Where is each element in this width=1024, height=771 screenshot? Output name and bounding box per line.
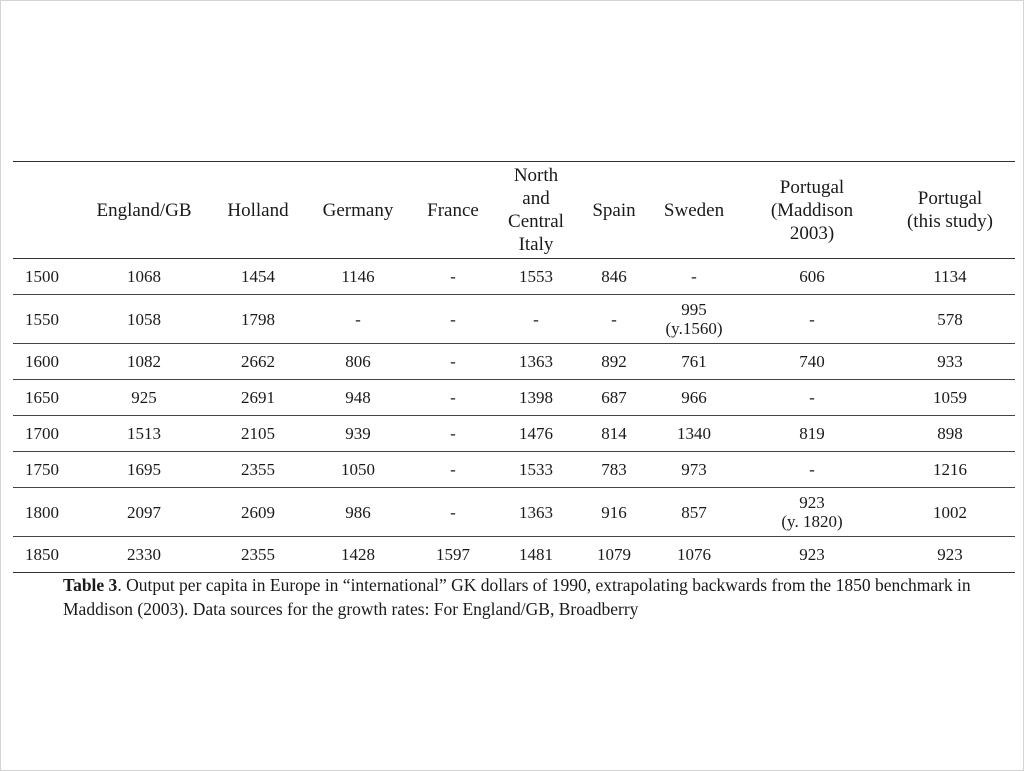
table-cell: 923 (y. 1820) — [781, 493, 843, 531]
table-cell: 2691 — [241, 388, 275, 407]
table-cell: 1079 — [597, 545, 631, 564]
table-cell: - — [450, 424, 456, 443]
table-cell: 578 — [937, 309, 963, 329]
table-cell: - — [533, 309, 539, 329]
column-header-line: North — [513, 165, 559, 186]
table-cell: 806 — [345, 352, 371, 371]
column-header-line: Italy — [518, 234, 554, 255]
row-year: 1850 — [25, 545, 59, 564]
table-cell: 986 — [345, 502, 371, 522]
table-cell: 1798 — [241, 309, 275, 329]
column-header-line: Germany — [322, 199, 394, 221]
table-cell: 1695 — [127, 460, 161, 479]
table-cell: - — [450, 460, 456, 479]
column-header-line: (this study) — [906, 211, 994, 232]
table-cell: - — [450, 309, 456, 329]
table-cell: 606 — [799, 267, 825, 286]
table-cell: 973 — [681, 460, 707, 479]
table-cell: 1363 — [519, 352, 553, 371]
table-cell: 1454 — [241, 267, 275, 286]
table-cell: 898 — [937, 424, 963, 443]
table-caption — [63, 573, 983, 621]
column-header-line: France — [427, 199, 479, 221]
table-cell: 1134 — [933, 267, 967, 286]
table-cell: 2097 — [127, 502, 161, 522]
table-row — [13, 259, 1015, 295]
caption-text: . Output per capita in Europe in “international” GK dollars of 1990, extrapolating backwards from the 1850 benchmark in Maddison (2003). Data sources for the growth rates: For England/GB, Broadberry — [63, 575, 971, 619]
data-table-container — [13, 161, 1015, 573]
table-cell: 1068 — [127, 267, 161, 286]
table-cell: 1481 — [519, 545, 553, 564]
table-cell: 1597 — [436, 545, 470, 564]
column-header — [493, 162, 579, 259]
table-cell: 939 — [345, 424, 371, 443]
column-header-line: Spain — [592, 199, 636, 221]
table-cell: 916 — [601, 502, 627, 522]
column-header — [739, 162, 885, 259]
table-cell: 687 — [601, 388, 627, 407]
table-cell: 814 — [601, 424, 627, 443]
table-cell: 966 — [681, 388, 707, 407]
table-cell: 1146 — [341, 267, 375, 286]
table-cell: 2609 — [241, 502, 275, 522]
column-header — [649, 162, 739, 259]
table-cell: 740 — [799, 352, 825, 371]
table-cell: 1050 — [341, 460, 375, 479]
table-cell: - — [691, 267, 697, 286]
table-body — [13, 259, 1015, 573]
table-cell: - — [450, 267, 456, 286]
table-row — [13, 295, 1015, 344]
table-cell: 1076 — [677, 545, 711, 564]
table-cell: 846 — [601, 267, 627, 286]
table-cell: - — [450, 502, 456, 522]
table-cell: 948 — [345, 388, 371, 407]
column-header — [579, 162, 649, 259]
column-header-line: England/GB — [96, 199, 192, 221]
row-year: 1500 — [25, 267, 59, 286]
table-cell: 933 — [937, 352, 963, 371]
column-header-line: Portugal — [779, 176, 845, 198]
column-header — [213, 162, 303, 259]
row-year: 1700 — [25, 424, 59, 443]
row-year: 1600 — [25, 352, 59, 371]
table-cell: 857 — [681, 502, 707, 522]
table-row — [13, 488, 1015, 537]
table-cell: - — [450, 352, 456, 371]
table-cell: 1363 — [519, 502, 553, 522]
table-cell: - — [809, 460, 815, 479]
table-cell: 1553 — [519, 267, 553, 286]
table-cell: 1082 — [127, 352, 161, 371]
table-row — [13, 380, 1015, 416]
table-cell: 1216 — [933, 460, 967, 479]
table-cell: - — [450, 388, 456, 407]
table-row — [13, 452, 1015, 488]
column-header-line: (Maddison — [770, 199, 854, 221]
column-header-line: and — [522, 188, 550, 209]
table-row — [13, 344, 1015, 380]
column-header-line: Sweden — [663, 199, 725, 221]
table-cell: 783 — [601, 460, 627, 479]
output-per-capita-table — [13, 161, 1015, 573]
table-cell: - — [611, 309, 617, 329]
table-cell: 2355 — [241, 460, 275, 479]
column-header — [413, 162, 493, 259]
table-cell: 923 — [937, 545, 963, 564]
row-year: 1550 — [25, 309, 59, 329]
table-cell: 1058 — [127, 309, 161, 329]
table-cell: 819 — [799, 424, 825, 443]
column-header-line: Central — [508, 211, 564, 232]
table-cell: 2355 — [241, 545, 275, 564]
table-cell: 1476 — [519, 424, 553, 443]
row-year: 1800 — [25, 502, 59, 522]
table-cell: 925 — [131, 388, 157, 407]
table-cell: 2330 — [127, 545, 161, 564]
table-header-row — [13, 162, 1015, 259]
row-year: 1650 — [25, 388, 59, 407]
column-header-line: Holland — [227, 199, 289, 221]
table-cell: 761 — [681, 352, 707, 371]
table-row — [13, 537, 1015, 573]
column-header-line: Portugal — [917, 188, 983, 209]
table-cell: 2662 — [241, 352, 275, 371]
table-cell: 1533 — [519, 460, 553, 479]
table-cell: 1002 — [933, 502, 967, 522]
table-cell: 892 — [601, 352, 627, 371]
table-cell: 1340 — [677, 424, 711, 443]
table-cell: 923 — [799, 545, 825, 564]
table-cell: 1059 — [933, 388, 967, 407]
caption-label: Table 3 — [63, 575, 118, 595]
column-header — [885, 162, 1015, 259]
table-cell: - — [809, 388, 815, 407]
table-cell: 1513 — [127, 424, 161, 443]
column-header-line: 2003) — [789, 222, 835, 244]
header-corner — [13, 162, 75, 259]
column-header — [75, 162, 213, 259]
column-header — [303, 162, 413, 259]
table-cell: 2105 — [241, 424, 275, 443]
table-cell: - — [355, 309, 361, 329]
row-year: 1750 — [25, 460, 59, 479]
table-cell: 1428 — [341, 545, 375, 564]
table-cell: 1398 — [519, 388, 553, 407]
table-cell: 995 (y.1560) — [665, 300, 723, 338]
table-cell: - — [809, 309, 815, 329]
table-row — [13, 416, 1015, 452]
